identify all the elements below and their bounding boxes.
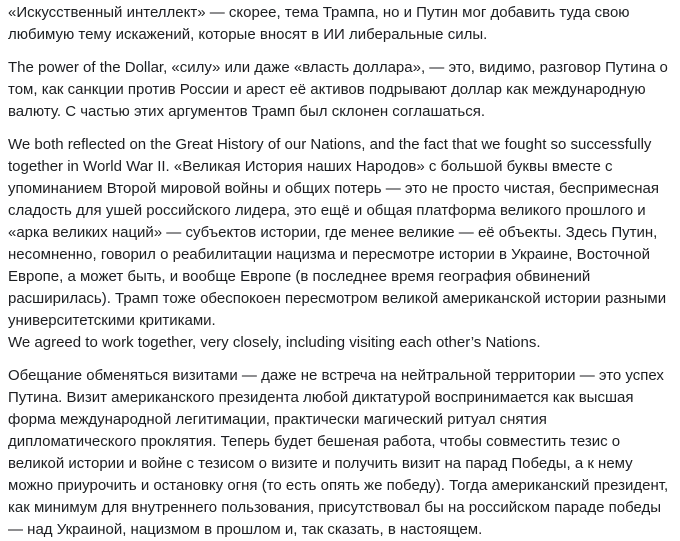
paragraph-ai-topic: «Искусственный интеллект» — скорее, тема Трампа, но и Путин мог добавить туда свою любимую тему искажений, которые вносят в ИИ либеральные силы. [8,4,630,43]
paragraph-great-history: We both reflected on the Great History of our Nations, and the fact that we fought so successfully together in World War II. «Великая История наших Народов» с большой буквы вместе с упоминанием Второй мировой войны и общих потерь — это не просто чистая, беспримесная сладость для ушей российского лидера, это ещё и общая платформа великого прошлого и «арка великих наций» — субъектов истории, где менее великие — её объекты. Здесь Путин, несомненно, говорил о реабилитации нацизма и пересмотре истории в Украине, Восточной Европе, а может быть, и вообще Европе (в последнее время география обвинений расширилась). Трамп тоже обеспокоен пересмотром великой американской истории разными университетскими критиками. We agreed to work together, very closely, including visiting each other’s Nations. [8,136,667,351]
paragraph-dollar-power: The power of the Dollar, «силу» или даже «власть доллара», — это, видимо, разговор Путина о том, как санкции против России и арест её активов подрывают доллар как международную валюту. С частью этих аргументов Трамп был склонен соглашаться. [8,59,668,120]
paragraph-visits: Обещание обменяться визитами — даже не встреча на нейтральной территории — это успех Путина. Визит американского президента любой диктатурой воспринимается как высшая форма международной легитимации, практически магический ритуал снятия дипломатического проклятия. Теперь будет бешеная работа, чтобы совместить тезис о великой истории и войне с тезисом о визите и получить визит на парад Победы, а к нему можно приурочить и остановку огня (то есть опять же победу). Тогда американский президент, как минимум для внутреннего пользования, присутствовал бы на российском параде победы — над Украиной, нацизмом в прошлом и, так сказать, в настоящем. [8,367,669,538]
